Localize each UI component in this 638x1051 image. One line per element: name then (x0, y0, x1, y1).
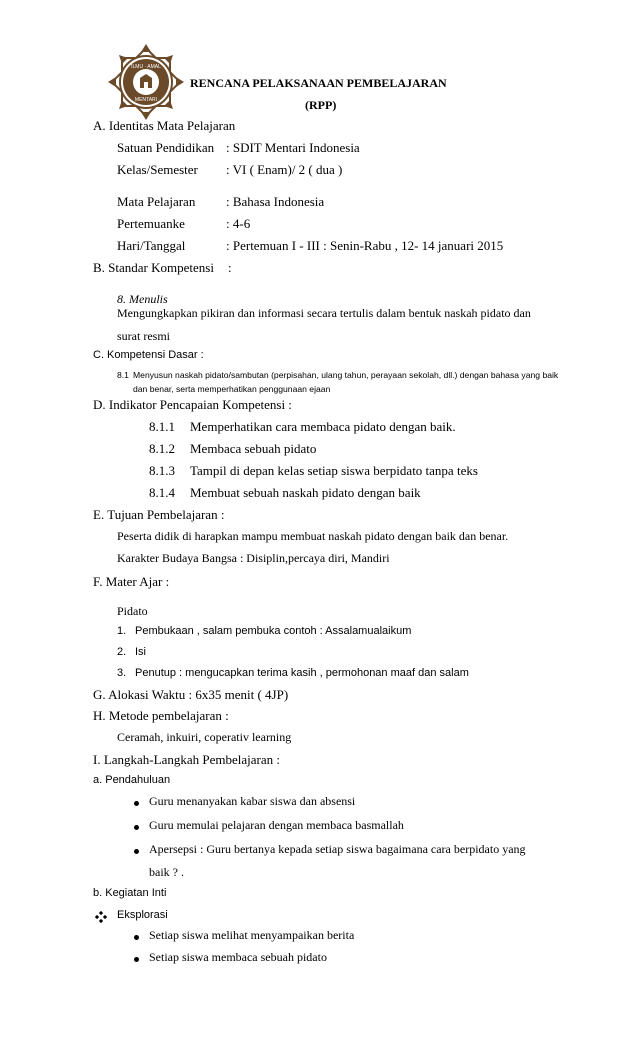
identity-label: Hari/Tanggal (117, 238, 186, 253)
bullet-dot (134, 957, 139, 962)
basic-competency-text: dan benar, serta memperhatikan penggunaan ejaan (133, 384, 331, 394)
bullet-dot (134, 801, 139, 806)
material-item-number: 2. (117, 646, 127, 658)
school-logo (107, 43, 185, 121)
logo-top-text: ILMU · AMAL (131, 64, 161, 70)
core-activity-step: Setiap siswa melihat menyampaikan berita (149, 928, 355, 942)
opening-step: Apersepsi : Guru bertanya kepada setiap siswa bagaimana cara berpidato yang (149, 842, 526, 856)
competency-subheading: 8. Menulis (117, 292, 168, 306)
material-item-text: Pembukaan , salam pembuka contoh : Assalamualaikum (135, 625, 412, 637)
core-activity-step: Setiap siswa membaca sebuah pidato (149, 950, 327, 964)
character-text: Karakter Budaya Bangsa : Disiplin,percaya diri, Mandiri (117, 551, 390, 565)
competency-text: surat resmi (117, 329, 170, 343)
identity-label: Satuan Pendidikan (117, 140, 215, 155)
identity-value: : SDIT Mentari Indonesia (226, 140, 360, 155)
section-f-heading: F. Mater Ajar : (93, 574, 170, 589)
opening-step: Guru menanyakan kabar siswa dan absensi (149, 794, 356, 808)
basic-competency-number: 8.1 (117, 370, 129, 380)
identity-value: : Pertemuan I - III : Senin-Rabu , 12- 14 januari 2015 (226, 238, 504, 253)
indicator-number: 8.1.3 (149, 463, 175, 478)
section-d-heading: D. Indikator Pencapaian Kompetensi : (93, 397, 292, 412)
section-b-heading: B. Standar Kompetensi (93, 260, 214, 275)
section-b-colon: : (228, 260, 232, 275)
indicator-number: 8.1.4 (149, 485, 175, 500)
method-text: Ceramah, inkuiri, coperativ learning (117, 730, 292, 744)
indicator-text: Tampil di depan kelas setiap siswa berpidato tanpa teks (190, 463, 478, 478)
logo-bottom-text: MENTARI (134, 97, 158, 103)
material-item-number: 1. (117, 625, 127, 637)
bullet-dot (134, 849, 139, 854)
section-i-heading: I. Langkah-Langkah Pembelajaran : (93, 752, 280, 767)
identity-value: : 4-6 (226, 216, 251, 231)
material-item-number: 3. (117, 667, 127, 679)
section-h-heading: H. Metode pembelajaran : (93, 708, 229, 723)
indicator-number: 8.1.1 (149, 419, 175, 434)
part-b-heading: b. Kegiatan Inti (93, 887, 167, 899)
section-e-heading: E. Tujuan Pembelajaran : (93, 507, 225, 522)
objective-text: Peserta didik di harapkan mampu membuat naskah pidato dengan baik dan benar. (117, 529, 509, 543)
competency-text: Mengungkapkan pikiran dan informasi secara tertulis dalam bentuk naskah pidato dan (117, 306, 531, 320)
document-title: RENCANA PELAKSANAAN PEMBELAJARAN (190, 76, 447, 90)
bullet-dot (134, 935, 139, 940)
indicator-number: 8.1.2 (149, 441, 175, 456)
indicator-text: Membaca sebuah pidato (190, 441, 317, 456)
exploration-heading: Eksplorasi (117, 909, 168, 921)
school-seal-icon (107, 43, 185, 121)
section-c-heading: C. Kompetensi Dasar : (93, 349, 204, 361)
document-subtitle: (RPP) (305, 98, 337, 112)
indicator-text: Memperhatikan cara membaca pidato dengan baik. (190, 419, 456, 434)
section-a-heading: A. Identitas Mata Pelajaran (93, 118, 236, 133)
opening-step-continued: baik ? . (149, 865, 184, 879)
material-topic: Pidato (117, 604, 148, 618)
identity-value: : VI ( Enam)/ 2 ( dua ) (226, 162, 343, 177)
indicator-text: Membuat sebuah naskah pidato dengan baik (190, 485, 421, 500)
material-item-text: Isi (135, 646, 146, 658)
identity-label: Mata Pelajaran (117, 194, 196, 209)
basic-competency-text: Menyusun naskah pidato/sambutan (perpisahan, ulang tahun, perayaan sekolah, dll.) dengan bahasa yang baik (133, 370, 559, 380)
identity-label: Pertemuanke (117, 216, 185, 231)
opening-step: Guru memulai pelajaran dengan membaca basmallah (149, 818, 404, 832)
diamond-bullet-icon (95, 910, 107, 922)
section-g-heading: G. Alokasi Waktu : 6x35 menit ( 4JP) (93, 687, 289, 702)
part-a-heading: a. Pendahuluan (93, 774, 171, 786)
identity-label: Kelas/Semester (117, 162, 198, 177)
identity-value: : Bahasa Indonesia (226, 194, 325, 209)
material-item-text: Penutup : mengucapkan terima kasih , permohonan maaf dan salam (135, 667, 469, 679)
bullet-dot (134, 825, 139, 830)
